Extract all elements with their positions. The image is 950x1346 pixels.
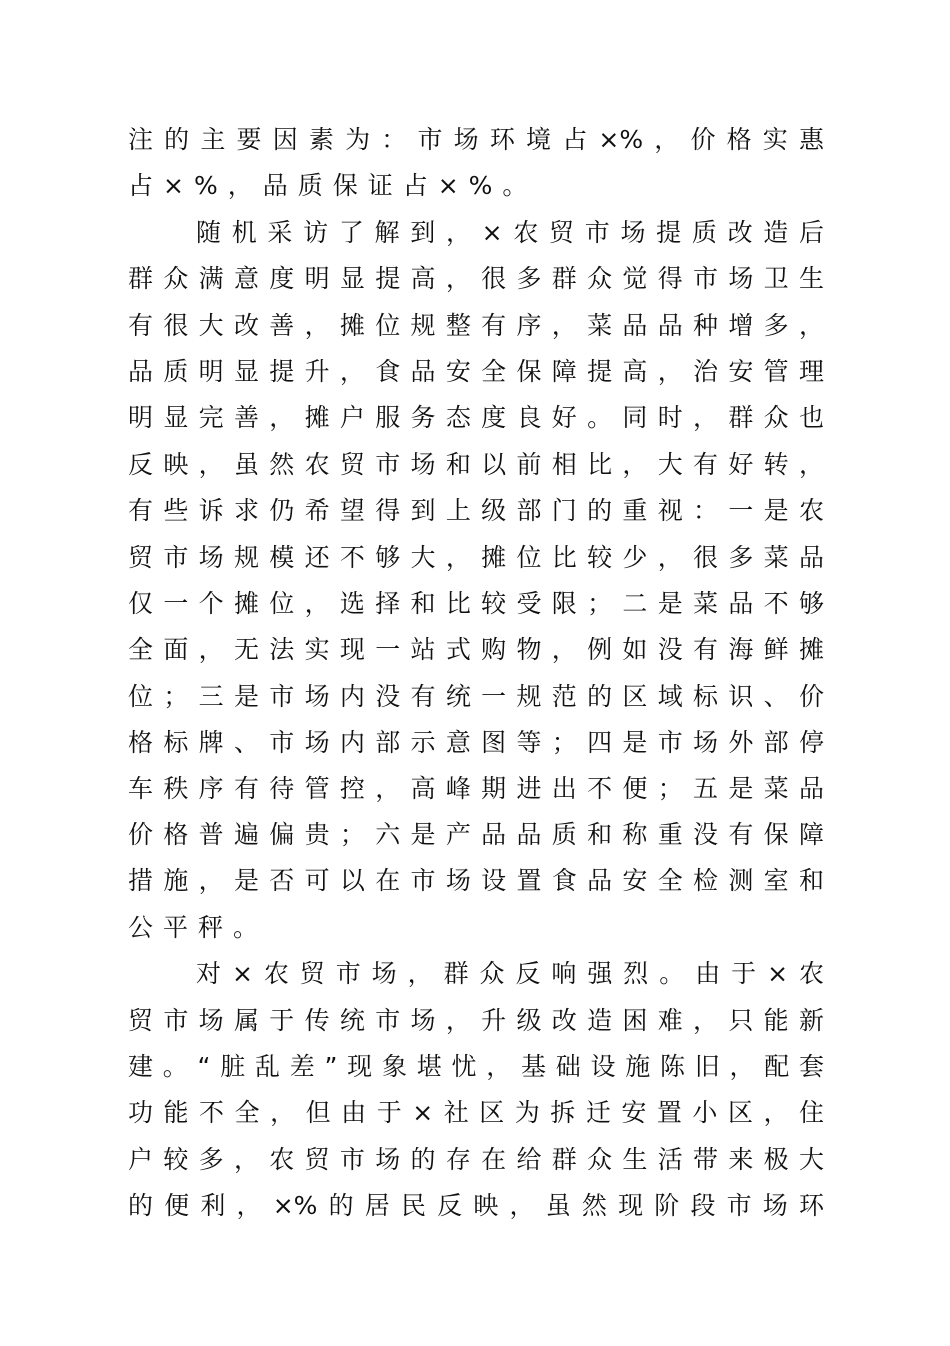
text-line: 措施，是否可以在市场设置食品安全检测室和 — [128, 866, 824, 895]
text-line: 群众满意度明显提高，很多群众觉得市场卫生 — [128, 264, 824, 293]
text-line: 位；三是市场内没有统一规范的区域标识、价 — [128, 682, 824, 711]
text-line: 仅一个摊位，选择和比较受限；二是菜品不够 — [128, 589, 824, 618]
text-line: 公平秤。 — [128, 913, 269, 942]
text-line: 格标牌、市场内部示意图等；四是市场外部停 — [128, 728, 824, 757]
text-line: 全面，无法实现一站式购物，例如没有海鲜摊 — [128, 635, 824, 664]
text-line: 明显完善，摊户服务态度良好。同时，群众也 — [128, 403, 824, 432]
text-line: 车秩序有待管控，高峰期进出不便；五是菜品 — [128, 774, 824, 803]
text-line: 户较多，农贸市场的存在给群众生活带来极大 — [128, 1145, 824, 1174]
text-line: 对×农贸市场，群众反响强烈。由于×农 — [196, 959, 824, 988]
text-line: 贸市场属于传统市场，升级改造困难，只能新 — [128, 1006, 824, 1035]
text-line: 功能不全，但由于×社区为拆迁安置小区，住 — [128, 1098, 824, 1127]
text-line: 反映，虽然农贸市场和以前相比，大有好转， — [128, 450, 824, 479]
text-line: 品质明显提升，食品安全保障提高，治安管理 — [128, 357, 824, 386]
text-line: 注的主要因素为：市场环境占×%，价格实惠 — [128, 125, 824, 154]
text-line: 随机采访了解到，×农贸市场提质改造后 — [196, 218, 824, 247]
text-line: 的便利，×%的居民反映，虽然现阶段市场环 — [128, 1191, 824, 1220]
text-line: 贸市场规模还不够大，摊位比较少，很多菜品 — [128, 543, 824, 572]
text-line: 有很大改善，摊位规整有序，菜品品种增多， — [128, 311, 824, 340]
text-line: 有些诉求仍希望得到上级部门的重视：一是农 — [128, 496, 824, 525]
text-line: 建。“脏乱差”现象堪忧，基础设施陈旧，配套 — [128, 1052, 824, 1081]
text-line: 占×%，品质保证占×%。 — [128, 171, 538, 200]
text-line: 价格普遍偏贵；六是产品品质和称重没有保障 — [128, 820, 824, 849]
